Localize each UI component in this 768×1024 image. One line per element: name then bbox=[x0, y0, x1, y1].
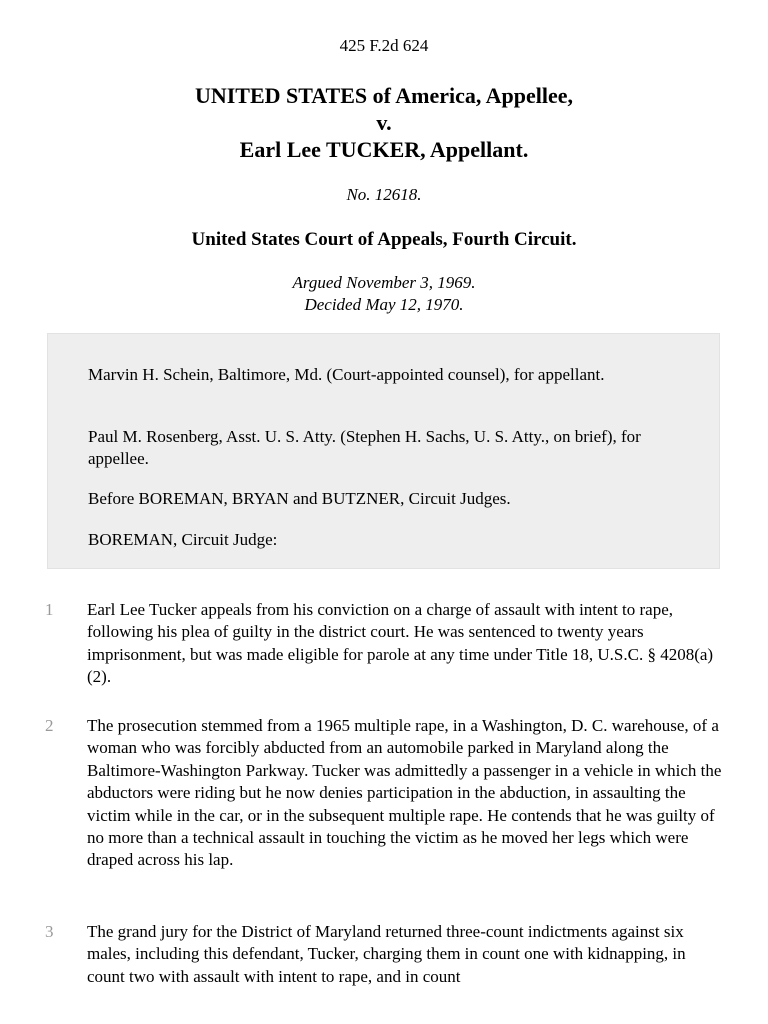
caption-appellant: Earl Lee TUCKER, Appellant. bbox=[239, 137, 529, 162]
appellee-counsel: Paul M. Rosenberg, Asst. U. S. Atty. (Stephen H. Sachs, U. S. Atty., on brief), for appellee. bbox=[88, 427, 641, 468]
paragraph-text: The prosecution stemmed from a 1965 multiple rape, in a Washington, D. C. warehouse, of a woman who was forcibly abducted from an automobile parked in Maryland along the Baltimore-Washington Parkway. Tucker was admittedly a passenger in a vehicle in which the abductors were riding but he now denies participation in the abduction, in assaulting the victim while in the car, or in the subsequent multiple rape. He contends that he was guilty of no more than a technical assault in touching the victim as he moved her legs which were draped across his lap. bbox=[87, 716, 722, 870]
appellant-counsel: Marvin H. Schein, Baltimore, Md. (Court-appointed counsel), for appellant. bbox=[88, 365, 605, 384]
paragraph-number: 2 bbox=[45, 716, 54, 735]
argued-date: Argued November 3, 1969. bbox=[292, 273, 476, 292]
paragraph-text: Earl Lee Tucker appeals from his conviction on a charge of assault with intent to rape, following his plea of guilty in the district court. He was sentenced to twenty years imprisonment, but was made eligible for parole at any time under Title 18, U.S.C. § 4208(a) (2). bbox=[87, 600, 714, 687]
caption-versus: v. bbox=[376, 110, 392, 135]
court-name: United States Court of Appeals, Fourth Circuit. bbox=[191, 229, 577, 250]
paragraph-number: 3 bbox=[45, 922, 54, 941]
judges-panel: Before BOREMAN, BRYAN and BUTZNER, Circuit Judges. bbox=[88, 489, 511, 508]
case-caption bbox=[0, 82, 768, 163]
docket-number: No. 12618. bbox=[346, 185, 422, 204]
case-dates bbox=[0, 272, 768, 316]
case-citation: 425 F.2d 624 bbox=[339, 36, 429, 55]
paragraph-text: The grand jury for the District of Maryland returned three-count indictments against six males, including this defendant, Tucker, charging them in count one with kidnapping, in count two with assault with intent to rape, and in count bbox=[87, 922, 686, 986]
opinion-author: BOREMAN, Circuit Judge: bbox=[88, 530, 278, 549]
paragraph-number: 1 bbox=[45, 600, 54, 619]
decided-date: Decided May 12, 1970. bbox=[304, 295, 464, 314]
caption-appellee: UNITED STATES of America, Appellee, bbox=[194, 83, 574, 108]
counsel-box bbox=[47, 333, 720, 569]
